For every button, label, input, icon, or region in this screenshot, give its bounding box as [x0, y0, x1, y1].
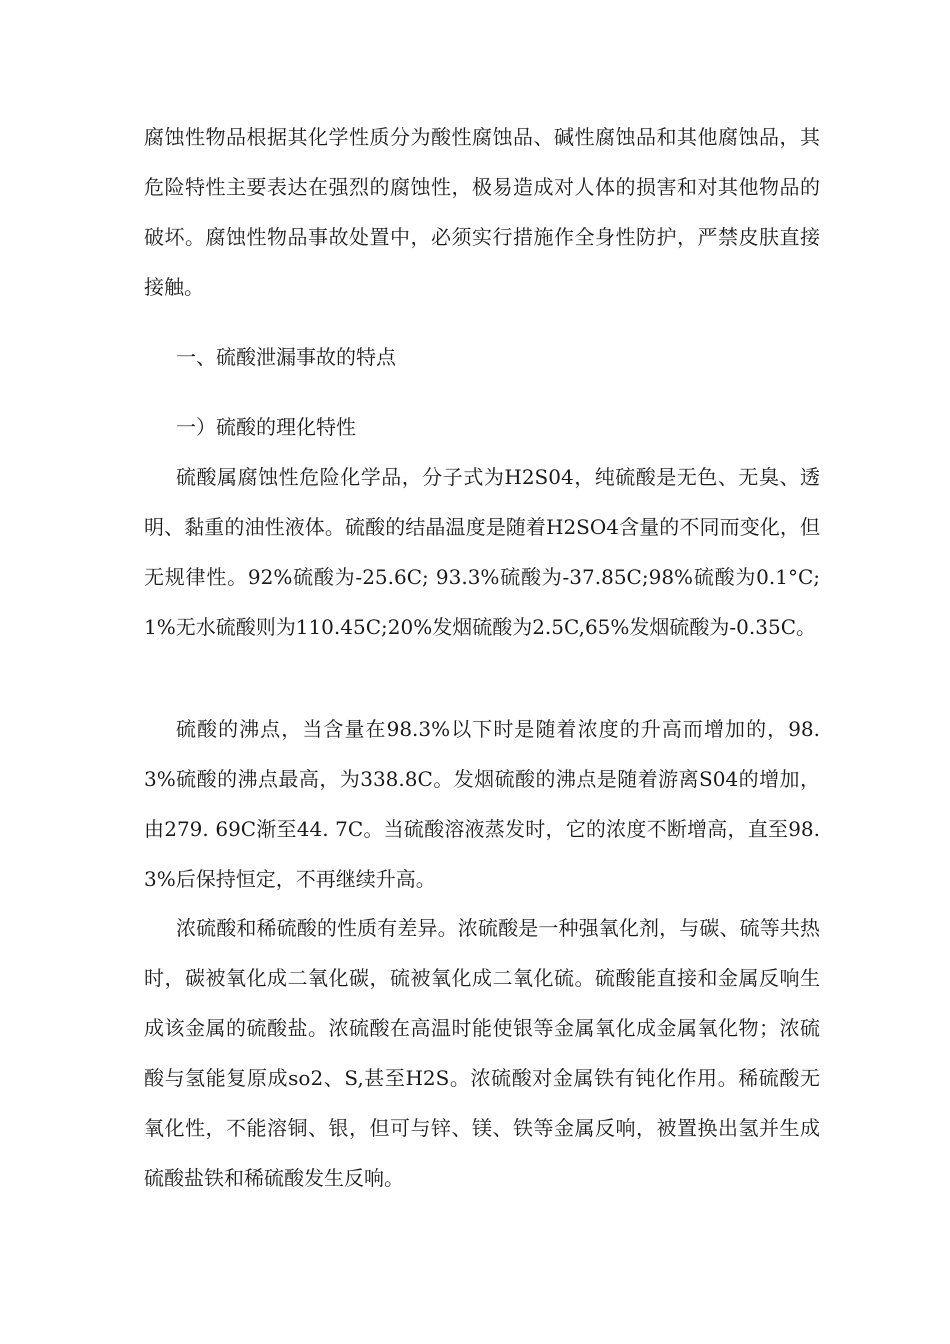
section-heading: 一、硫酸泄漏事故的特点 — [176, 345, 396, 369]
concentrated-dilute-paragraph: 浓硫酸和稀硫酸的性质有差异。浓硫酸是一种强氧化剂，与碳、硫等共热时，碳被氧化成二氧化碳，硫被氧化成二氧化硫。硫酸能直接和金属反响生成该金属的硫酸盐。浓硫酸在高温时能使银等金属氧化成金属氧化物；浓硫酸与氢能复原成so2、S,甚至H2S。浓硫酸对金属铁有钝化作用。稀硫酸无氧化性，不能溶铜、银，但可与锌、镁、铁等金属反响，被置换出氢并生成硫酸盐铁和稀硫酸发生反响。 — [144, 916, 820, 1190]
intro-paragraph: 腐蚀性物品根据其化学性质分为酸性腐蚀品、碱性腐蚀品和其他腐蚀品，其危险特性主要表达在强烈的腐蚀性，极易造成对人体的损害和对其他物品的破坏。腐蚀性物品事故处置中，必须实行措施作全身性防护，严禁皮肤直接接触。 — [144, 125, 820, 299]
properties-paragraph: 硫酸属腐蚀性危险化学品，分子式为H2S04，纯硫酸是无色、无臭、透明、黏重的油性液体。硫酸的结晶温度是随着H2SO4含量的不同而变化，但无规律性。92%硫酸为-25.6C; 93.3%硫酸为-37.85C;98%硫酸为0.1°C; 1%无水硫酸则为110.45C;20%发烟硫酸为2.5C,65%发烟硫酸为-0.35C。 — [144, 465, 820, 639]
boiling-point-paragraph: 硫酸的沸点，当含量在98.3%以下时是随着浓度的升高而增加的，98.3%硫酸的沸点最高，为338.8C。发烟硫酸的沸点是随着游离S04的增加，由279. 69C渐至44. 7C。当硫酸溶液蒸发时，它的浓度不断增高，直至98.3%后保持恒定，不再继续升高。 — [144, 717, 820, 891]
subsection-heading: 一）硫酸的理化特性 — [176, 415, 356, 439]
